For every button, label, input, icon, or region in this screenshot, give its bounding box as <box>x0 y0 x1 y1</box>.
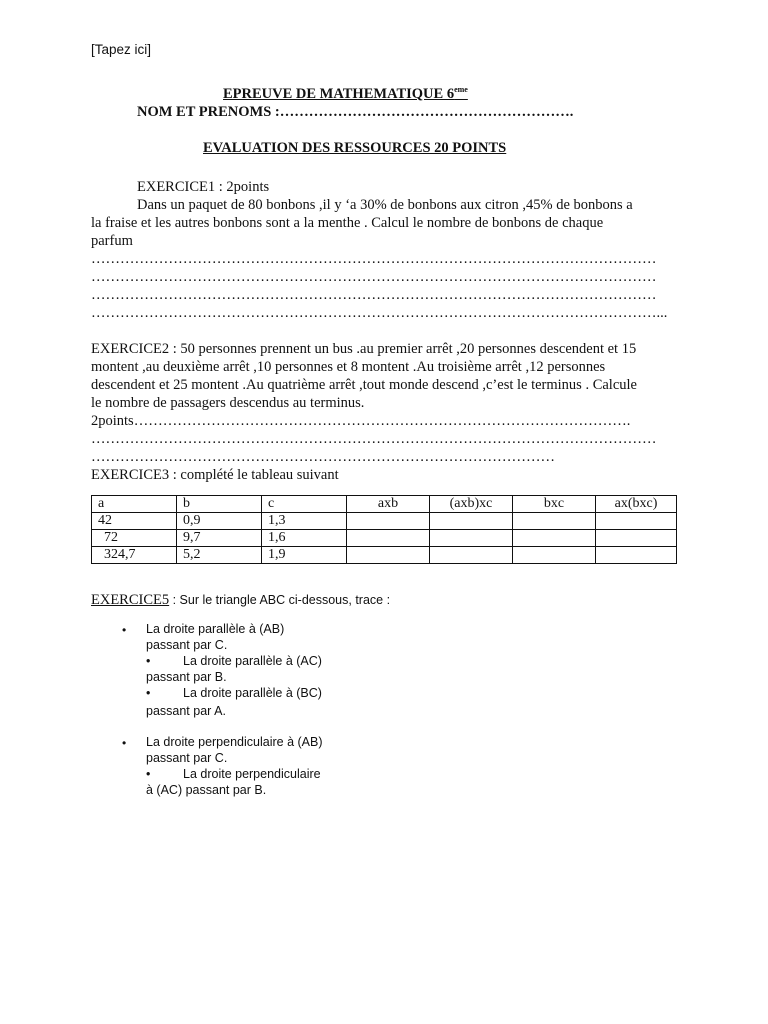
table-cell: 5,2 <box>177 547 262 564</box>
bullet-4-line-1: La droite perpendiculaire à (AB) <box>146 735 323 749</box>
table-cell <box>347 530 430 547</box>
exam-title-text: EPREUVE DE MATHEMATIQUE 6 <box>223 85 455 102</box>
exercise1-answer-line-4: ………………………………………………………………………………………………………... <box>91 305 668 321</box>
bullet-3-line-2: passant par A. <box>146 704 226 718</box>
exercise5-heading <box>91 592 390 609</box>
table-header-cell: bxc <box>513 496 596 513</box>
table-cell <box>513 547 596 564</box>
name-line: NOM ET PRENOMS :……………………………………………………. <box>137 104 574 120</box>
table-header-row <box>92 496 677 513</box>
exercise1-answer-line-3: ……………………………………………………………………………………………………… <box>91 287 657 303</box>
exercise1-answer-line-1: ……………………………………………………………………………………………………… <box>91 251 657 267</box>
bullet-marker: • <box>122 623 127 637</box>
table-row <box>92 530 677 547</box>
table-cell <box>596 547 677 564</box>
table-cell: 72 <box>92 530 177 547</box>
exam-title <box>223 85 468 103</box>
table-cell <box>513 513 596 530</box>
table-cell <box>430 547 513 564</box>
exercise2-line-3: descendent et 25 montent .Au quatrième arrêt ,tout monde descend ,c’est le terminus . Calcule <box>91 377 637 393</box>
bullet-5-line-1: La droite perpendiculaire <box>183 767 321 781</box>
table-header-cell: (axb)xc <box>430 496 513 513</box>
table-cell: 0,9 <box>177 513 262 530</box>
exercise2-answer-line-3: …………………………………………………………………………………… <box>91 449 555 465</box>
bullet-1-line-1: La droite parallèle à (AB) <box>146 622 285 636</box>
table-cell: 1,3 <box>262 513 347 530</box>
table-cell: 1,6 <box>262 530 347 547</box>
exercise3-heading: EXERCICE3 : complété le tableau suivant <box>91 467 339 483</box>
bullet-marker: • <box>146 686 151 700</box>
table-cell: 324,7 <box>92 547 177 564</box>
exercise2-answer-line-1: 2points…………………………………………………………………………………………. <box>91 413 631 429</box>
exercise3-table <box>91 495 677 564</box>
exercise2-line-1: EXERCICE2 : 50 personnes prennent un bus .au premier arrêt ,20 personnes descendent et 15 <box>91 341 637 357</box>
table-header-cell: b <box>177 496 262 513</box>
table-cell: 42 <box>92 513 177 530</box>
table-header-cell: axb <box>347 496 430 513</box>
exercise1-line-1: Dans un paquet de 80 bonbons ,il y ‘a 30% de bonbons aux citron ,45% de bonbons a <box>137 197 633 213</box>
exercise1-heading: EXERCICE1 : 2points <box>137 179 270 195</box>
exercise1-line-2: la fraise et les autres bonbons sont a la menthe . Calcul le nombre de bonbons de chaque <box>91 215 604 231</box>
table-cell: 1,9 <box>262 547 347 564</box>
table-cell <box>596 513 677 530</box>
bullet-marker: • <box>146 654 151 668</box>
exercise1-line-3: parfum <box>91 233 133 249</box>
exercise2-answer-line-2: ……………………………………………………………………………………………………… <box>91 431 657 447</box>
page-header-placeholder: [Tapez ici] <box>91 42 152 57</box>
bullet-2-line-1: La droite parallèle à (AC) <box>183 654 322 668</box>
table-header-cell: a <box>92 496 177 513</box>
table-cell <box>596 530 677 547</box>
bullet-5-line-2: à (AC) passant par B. <box>146 783 267 797</box>
table-row <box>92 513 677 530</box>
table-cell <box>513 530 596 547</box>
table-cell: 9,7 <box>177 530 262 547</box>
bullet-marker: • <box>146 767 151 781</box>
table-header-cell: ax(bxc) <box>596 496 677 513</box>
table-cell <box>347 513 430 530</box>
bullet-1-line-2: passant par C. <box>146 638 228 652</box>
exercise5-instruction: : Sur le triangle ABC ci-dessous, trace : <box>169 593 391 607</box>
bullet-2-line-2: passant par B. <box>146 670 227 684</box>
exercise2-line-4: le nombre de passagers descendus au terminus. <box>91 395 365 411</box>
exercise1-answer-line-2: ……………………………………………………………………………………………………… <box>91 269 657 285</box>
bullet-marker: • <box>122 736 127 750</box>
exercise5-label: EXERCICE5 <box>91 592 170 608</box>
bullet-3-line-1: La droite parallèle à (BC) <box>183 686 322 700</box>
exercise2-line-2: montent ,au deuxième arrêt ,10 personnes et 8 montent .Au troisième arrêt ,12 personnes <box>91 359 606 375</box>
table-header-cell: c <box>262 496 347 513</box>
exam-title-superscript: eme <box>454 85 468 94</box>
table-row <box>92 547 677 564</box>
table-cell <box>430 530 513 547</box>
bullet-4-line-2: passant par C. <box>146 751 228 765</box>
evaluation-heading: EVALUATION DES RESSOURCES 20 POINTS <box>203 140 507 156</box>
table-cell <box>430 513 513 530</box>
table-cell <box>347 547 430 564</box>
